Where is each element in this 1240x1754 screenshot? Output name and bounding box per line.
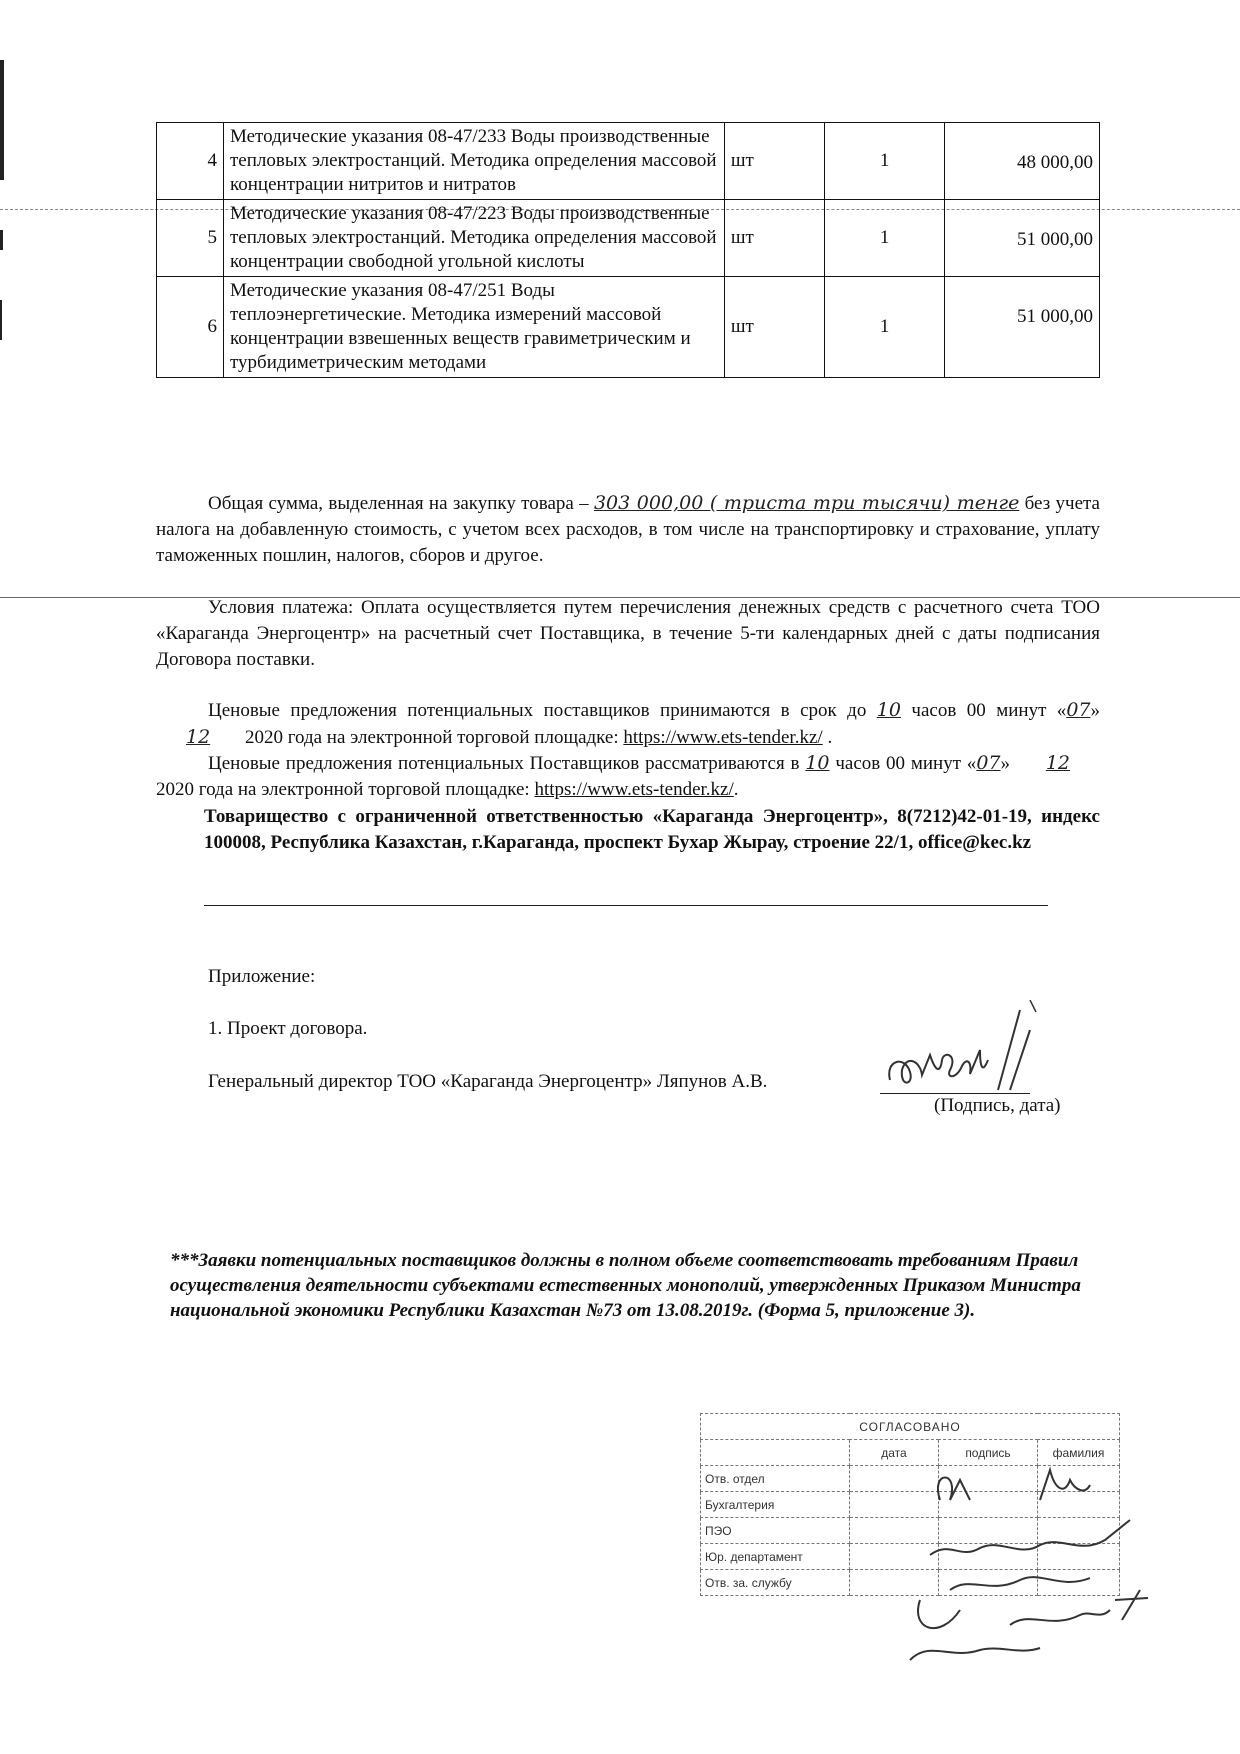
stamp-col-signature: подпись	[939, 1440, 1038, 1466]
stamp-row-label: Бухгалтерия	[701, 1492, 850, 1518]
row-number: 4	[157, 123, 224, 200]
item-unit: шт	[724, 277, 824, 378]
tender-link[interactable]: https://www.ets-tender.kz/	[623, 727, 823, 748]
stamp-col-date: дата	[850, 1440, 939, 1466]
item-name: Методические указания 08-47/223 Воды производственные тепловых электростанций. Методика определения массовой концентрации свободной угольной кислоты	[223, 200, 724, 277]
item-name: Методические указания 08-47/251 Воды теплоэнергетические. Методика измерений массовой концентрации взвешенных веществ гравиметрическим и турбидиметрическим методами	[223, 277, 724, 378]
item-quantity: 1	[824, 277, 945, 378]
appendix-item: 1. Проект договора.	[208, 1018, 368, 1039]
goods-table	[156, 122, 1100, 378]
item-price: 51 000,00	[945, 277, 1100, 378]
table-row	[157, 123, 1100, 200]
payment-terms: Условия платежа: Оплата осуществляется путем перечисления денежных средств с расчетного счета ТОО «Караганда Энергоцентр» на расчетный счет Поставщика, в течение 5-ти календарных дней с даты подписания Договора поставки.	[156, 597, 1100, 670]
stamp-col-name: фамилия	[1038, 1440, 1120, 1466]
tender-link[interactable]: https://www.ets-tender.kz/	[534, 779, 734, 800]
scan-edge-mark	[0, 230, 3, 250]
director-line: Генеральный директор ТОО «Караганда Энергоцентр» Ляпунов А.В.	[208, 1071, 768, 1092]
stamp-row-label: Юр. департамент	[701, 1544, 850, 1570]
scan-edge-mark	[0, 300, 2, 340]
item-price: 48 000,00	[945, 123, 1100, 200]
stamp-row-label: ПЭО	[701, 1518, 850, 1544]
item-unit: шт	[724, 123, 824, 200]
table-row	[157, 277, 1100, 378]
item-unit: шт	[724, 200, 824, 277]
stamp-title: СОГЛАСОВАНО	[701, 1414, 1120, 1440]
stamp-row-label: Отв. за. службу	[701, 1570, 850, 1596]
stamp-row-label: Отв. отдел	[701, 1466, 850, 1492]
table-row	[157, 200, 1100, 277]
signature-caption: (Подпись, дата)	[934, 1095, 1061, 1116]
item-quantity: 1	[824, 123, 945, 200]
item-name: Методические указания 08-47/233 Воды производственные тепловых электростанций. Методика определения массовой концентрации нитритов и нитратов	[223, 123, 724, 200]
company-details: Товарищество с ограниченной ответственностью «Караганда Энергоцентр», 8(7212)42-01-19, индекс 100008, Республика Казахстан, г.Караганда, проспект Бухар Жырау, строение 22/1, office@kec.kz	[204, 806, 1100, 853]
separator-line	[204, 905, 1048, 906]
item-price: 51 000,00	[945, 200, 1100, 277]
footnote: ***Заявки потенциальных поставщиков должны в полном объеме соответствовать требованиям Правил осуществления деятельности субъектами естественных монополий, утвержденных Приказом Министра национальной экономики Республики Казахстан №73 от 13.08.2019г. (Форма 5, приложение 3).	[170, 1250, 1081, 1321]
offers-review: Ценовые предложения потенциальных Поставщиков рассматриваются в 10 часов 00 минут «07» 12 2020 года на электронной торговой площадке: https://www.ets-tender.kz/.	[156, 752, 1070, 800]
approval-signatures	[890, 1460, 1150, 1665]
director-signature	[880, 1000, 1040, 1095]
total-amount: 303 000,00 ( триста три тысячи) тенге	[593, 492, 1020, 514]
scan-edge-mark	[0, 60, 4, 180]
offers-accept: Ценовые предложения потенциальных поставщиков принимаются в срок до 10 часов 00 минут «07» 12 2020 года на электронной торговой площадке: https://www.ets-tender.kz/ .	[186, 699, 1100, 748]
total-paragraph: Общая сумма, выделенная на закупку товара – 303 000,00 ( триста три тысячи) тенге без учета налога на добавленную стоимость, с учетом всех расходов, в том числе на транспортировку и страхование, уплату таможенных пошлин, налогов, сборов и другое.	[156, 492, 1100, 566]
row-number: 5	[157, 200, 224, 277]
item-quantity: 1	[824, 200, 945, 277]
row-number: 6	[157, 277, 224, 378]
appendix-label: Приложение:	[208, 966, 316, 987]
